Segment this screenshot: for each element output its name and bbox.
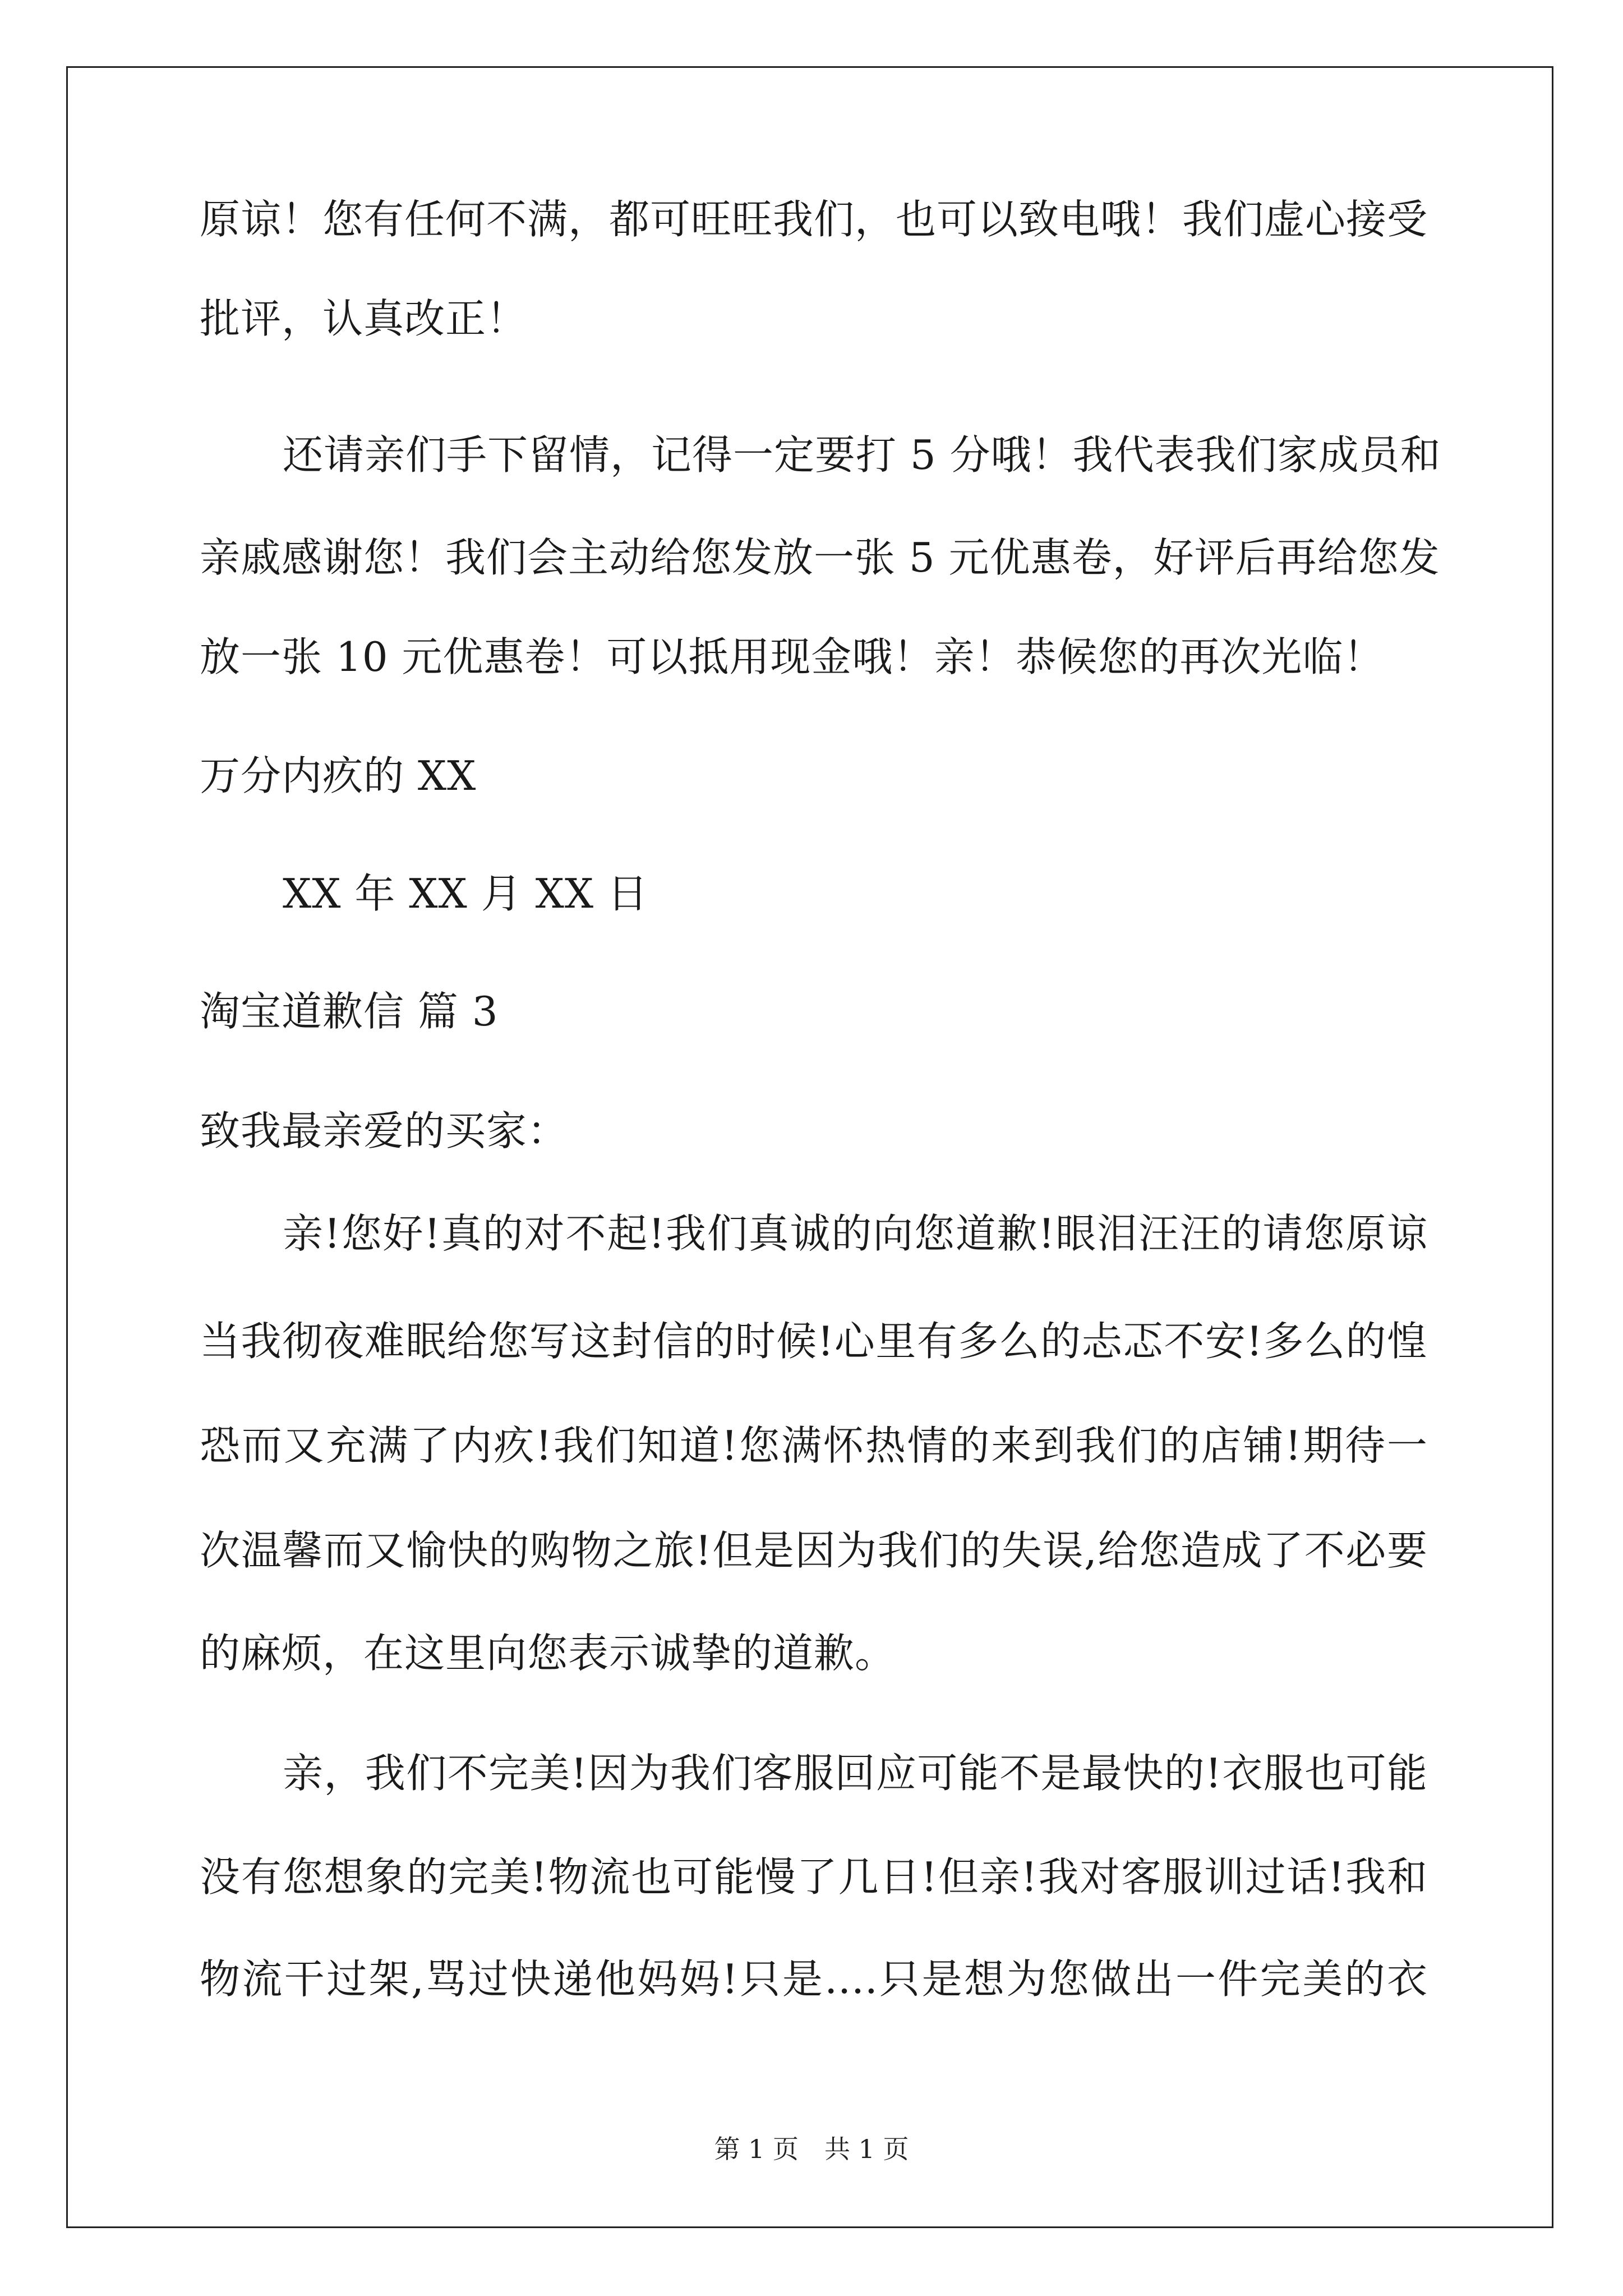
signature-line: 万分内疚的 XX <box>200 752 477 799</box>
text-line: 次温馨而又愉快的购物之旅!但是因为我们的失误,给您造成了不必要 <box>200 1527 1428 1574</box>
text-line: 当我彻夜难眠给您写这封信的时候!心里有多么的忐忑不安!多么的惶 <box>200 1318 1428 1365</box>
text-line: 放一张 10 元优惠卷！可以抵用现金哦！亲！恭候您的再次光临！ <box>200 633 1385 680</box>
date-line: XX 年 XX 月 XX 日 <box>283 870 648 917</box>
text-line: 的麻烦，在这里向您表示诚挚的道歉。 <box>200 1630 896 1677</box>
text-line: 亲!您好!真的对不起!我们真诚的向您道歉!眼泪汪汪的请您原谅 <box>283 1210 1428 1257</box>
text-line: 亲，我们不完美!因为我们客服回应可能不是最快的!衣服也可能 <box>283 1750 1428 1797</box>
text-line: 批评，认真改正！ <box>200 295 528 342</box>
text-line: 亲戚感谢您！我们会主动给您发放一张 5 元优惠卷，好评后再给您发 <box>200 534 1440 581</box>
text-line: 物流干过架,骂过快递他妈妈!只是....只是想为您做出一件完美的衣 <box>200 1955 1428 2003</box>
section-heading: 淘宝道歉信 篇 3 <box>200 988 499 1035</box>
page-footer: 第 1 页 共 1 页 <box>714 2134 909 2164</box>
text-line: 原谅！您有任何不满，都可旺旺我们，也可以致电哦！我们虚心接受 <box>200 196 1428 243</box>
salutation-line: 致我最亲爱的买家： <box>200 1107 569 1154</box>
text-line: 还请亲们手下留情，记得一定要打 5 分哦！我代表我们家成员和 <box>283 431 1441 478</box>
text-line: 没有您想象的完美!物流也可能慢了几日!但亲!我对客服训过话!我和 <box>200 1853 1428 1901</box>
text-line: 恐而又充满了内疚!我们知道!您满怀热情的来到我们的店铺!期待一 <box>200 1422 1428 1469</box>
